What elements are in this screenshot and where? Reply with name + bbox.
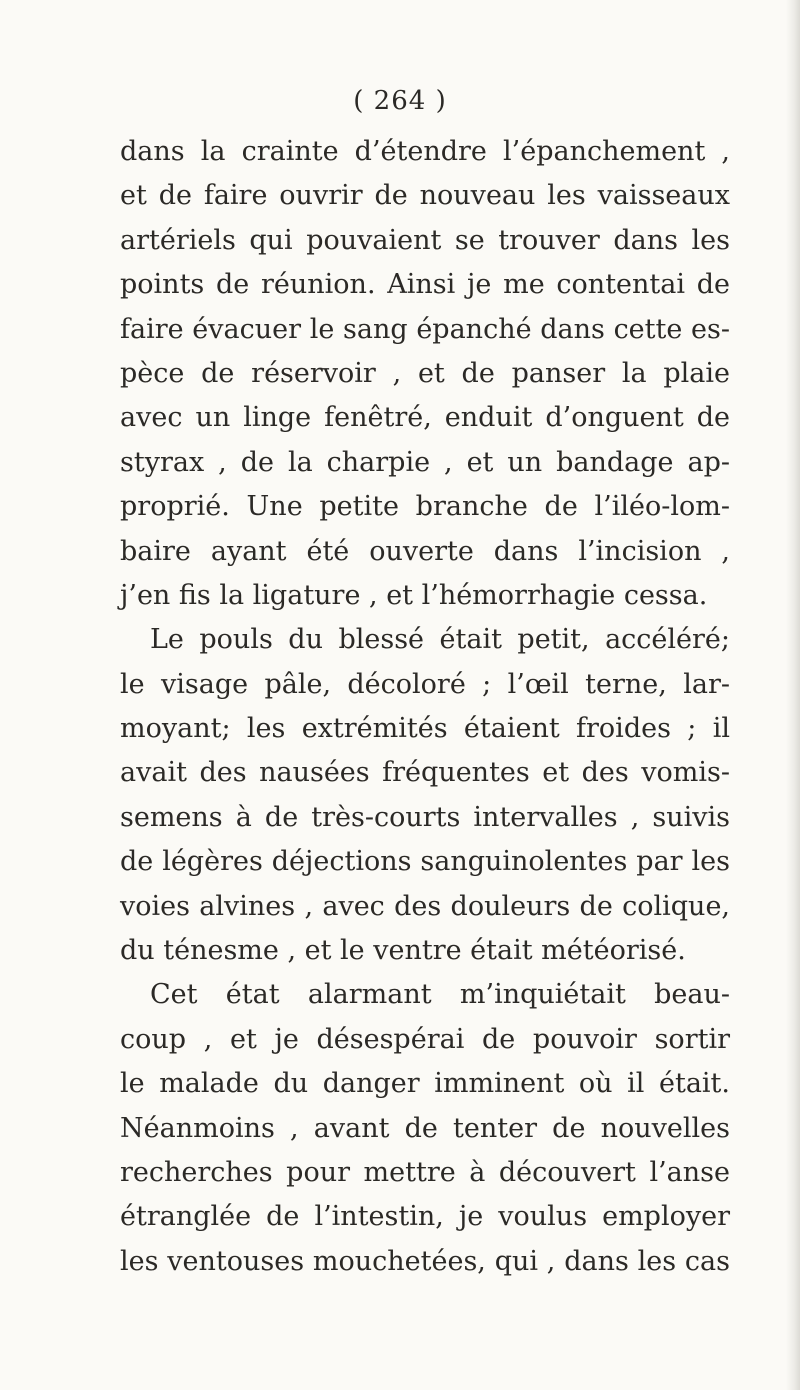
page-edge-shadow [786,0,800,1390]
text-line: et de faire ouvrir de nouveau les vaisseaux [120,180,730,212]
text-line: avait des nausées fréquentes et des vomis- [120,757,730,789]
text-line: styrax , de la charpie , et un bandage ap- [120,446,730,478]
text-line: coup , et je désespérai de pouvoir sortir [120,1023,730,1055]
text-line: les ventouses mouchetées, qui , dans les cas [120,1245,730,1277]
text-line: artériels qui pouvaient se trouver dans les [120,224,730,256]
text-line: semens à de très-courts intervalles , suivis [120,801,730,833]
text-line: points de réunion. Ainsi je me contentai de [120,269,730,301]
text-line: de légères déjections sanguinolentes par les [120,846,730,878]
text-line: du ténesme , et le ventre était météorisé. [120,935,686,967]
text-line: Néanmoins , avant de tenter de nouvelles [120,1112,730,1144]
text-line: avec un linge fenêtré, enduit d’onguent de [120,402,730,434]
text-line: Cet état alarmant m’inquiétait beau- [150,979,730,1011]
text-line: baire ayant été ouverte dans l’incision , [120,535,730,567]
text-line: Le pouls du blessé était petit, accéléré; [150,624,730,656]
text-line: moyant; les extrémités étaient froides ; il [120,713,730,745]
text-line: recherches pour mettre à découvert l’anse [120,1156,730,1188]
text-line: le malade du danger imminent où il était. [120,1068,730,1100]
page-number: ( 264 ) [353,86,447,116]
text-line: le visage pâle, décoloré ; l’œil terne, lar- [120,668,730,700]
text-line: j’en fis la ligature , et l’hémorrhagie cessa. [120,579,708,611]
text-line: pèce de réservoir , et de panser la plaie [120,357,730,389]
body-text [120,130,730,1284]
text-line: proprié. Une petite branche de l’iléo-lom- [120,491,730,523]
text-line: dans la crainte d’étendre l’épanchement , [120,136,730,167]
text-line: faire évacuer le sang épanché dans cette es- [120,313,730,345]
text-line: étranglée de l’intestin, je voulus employer [120,1201,730,1233]
text-line: voies alvines , avec des douleurs de colique, [120,890,730,922]
